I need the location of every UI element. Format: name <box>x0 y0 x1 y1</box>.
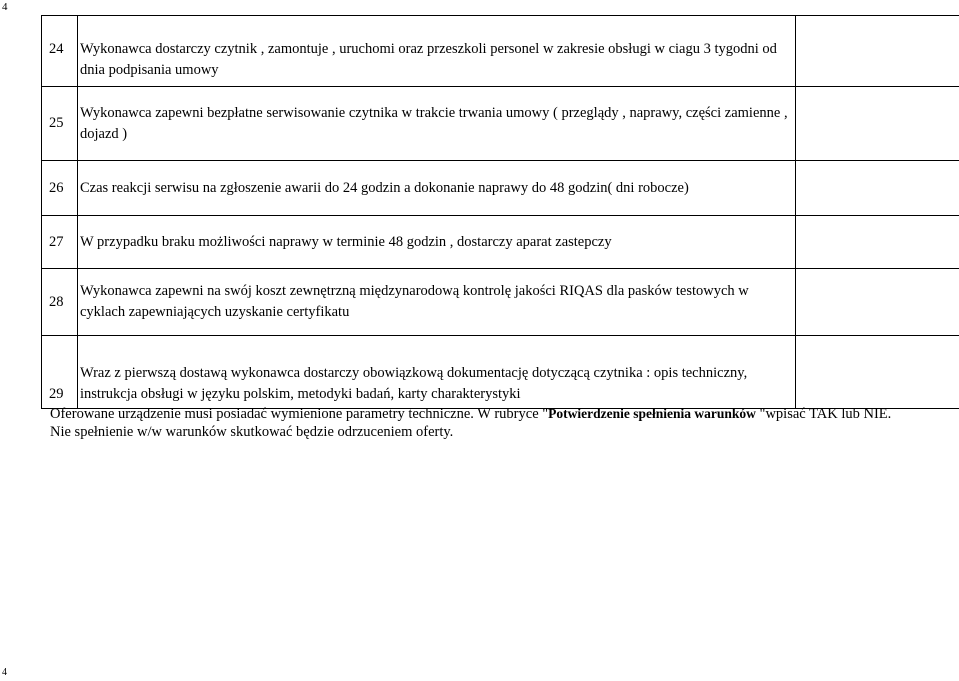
requirement-text: Czas reakcji serwisu na zgłoszenie awarii do 24 godzin a dokonanie naprawy do 48 godzin( dni robocze) <box>78 161 796 216</box>
requirement-text: Wykonawca zapewni bezpłatne serwisowanie czytnika w trakcie trwania umowy ( przeglądy , naprawy, części zamienne , dojazd ) <box>78 87 796 161</box>
confirmation-cell[interactable] <box>796 269 959 336</box>
requirement-text: Wykonawca zapewni na swój koszt zewnętrzną międzynarodową kontrolę jakości RIQAS dla pasków testowych w cyklach zapewniających uzyskanie certyfikatu <box>78 269 796 336</box>
confirmation-cell[interactable] <box>796 16 959 87</box>
confirmation-cell[interactable] <box>796 87 959 161</box>
page-number-top: 4 <box>2 1 8 13</box>
requirement-text: Wraz z pierwszą dostawą wykonawca dostarczy obowiązkową dokumentację dotyczącą czytnika : opis techniczny, instrukcja obsługi w języku polskim, metodyki badań, karty charakterystyki <box>78 336 796 409</box>
table-row <box>42 161 959 216</box>
table-row <box>42 87 959 161</box>
row-number: 27 <box>42 216 78 269</box>
page-number-bottom: 4 <box>2 667 7 678</box>
table-row <box>42 336 959 409</box>
footer-instruction-start: Oferowane urządzenie musi posiadać wymienione parametry techniczne. W rubryce " <box>50 406 549 422</box>
table-row <box>42 269 959 336</box>
footer-instruction-bold: Potwierdzenie spełnienia warunków <box>548 406 756 421</box>
row-number: 26 <box>42 161 78 216</box>
requirement-text: Wykonawca dostarczy czytnik , zamontuje , uruchomi oraz przeszkoli personel w zakresie obsługi w ciagu 3 tygodni od dnia podpisania umowy <box>78 16 796 87</box>
confirmation-cell[interactable] <box>796 336 959 409</box>
row-number: 28 <box>42 269 78 336</box>
row-number: 29 <box>42 336 78 409</box>
table-row <box>42 216 959 269</box>
footer-instruction <box>50 405 950 423</box>
confirmation-cell[interactable] <box>796 161 959 216</box>
row-number: 24 <box>42 16 78 87</box>
footer-warning: Nie spełnienie w/w warunków skutkować będzie odrzuceniem oferty. <box>50 424 454 440</box>
confirmation-cell[interactable] <box>796 216 959 269</box>
requirement-text: W przypadku braku możliwości naprawy w terminie 48 godzin , dostarczy aparat zastepczy <box>78 216 796 269</box>
footer-instruction-end: "wpisać TAK lub NIE. <box>755 406 892 422</box>
requirements-table <box>41 15 959 409</box>
row-number: 25 <box>42 87 78 161</box>
footer-note <box>50 405 950 441</box>
table-row <box>42 16 959 87</box>
